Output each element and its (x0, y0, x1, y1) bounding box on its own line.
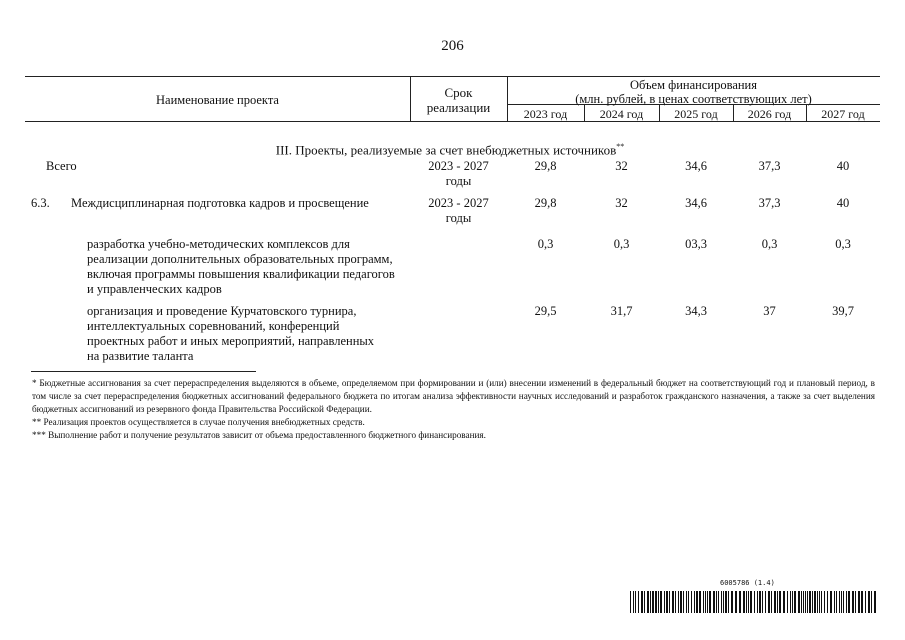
header-year: 2023 год (523, 107, 568, 121)
row-value: 29,8 (534, 159, 557, 173)
row-value: 40 (836, 196, 850, 210)
footnote: *** Выполнение работ и получение результатов зависит от объема предоставленного бюджетного финансирования. (32, 430, 486, 440)
row-number: 6.3. (31, 196, 50, 210)
page-number: 206 (441, 38, 464, 54)
header-year: 2026 год (747, 107, 792, 121)
footnote-separator (31, 371, 256, 372)
header-project-name: Наименование проекта (156, 93, 279, 107)
row-name: Междисциплинарная подготовка кадров и просвещение (71, 196, 369, 210)
row-name-line: разработка учебно-методических комплексов для (87, 237, 350, 251)
row-value: 0,3 (761, 237, 778, 251)
header-funding-subtitle: (млн. рублей, в ценах соответствующих лет) (575, 92, 812, 106)
footnote: ** Реализация проектов осуществляется в случае получения внебюджетных средств. (32, 417, 365, 427)
row-name-line: на развитие таланта (87, 349, 194, 363)
row-value: 29,5 (534, 304, 557, 318)
section-title-text: III. Проекты, реализуемые за счет внебюджетных источников (275, 142, 617, 158)
row-value: 39,7 (832, 304, 854, 318)
row-name-line: включая программы повышения квалификации педагогов (87, 267, 395, 281)
row-name-line: организация и проведение Курчатовского турнира, (87, 304, 357, 318)
row-value: 0,3 (613, 237, 630, 251)
row-value: 29,8 (534, 196, 557, 210)
row-name: Всего (46, 159, 77, 173)
header-funding-title: Объем финансирования (630, 78, 757, 92)
header-year: 2025 год (674, 107, 718, 121)
row-value: 32 (615, 159, 628, 173)
row-term: годы (445, 211, 472, 225)
row-name-line: реализации дополнительных образовательных программ, (87, 252, 393, 266)
header-term-line: реализации (426, 100, 491, 115)
row-value: 31,7 (610, 304, 633, 318)
barcode-icon (630, 591, 878, 613)
section-title-footnote-mark: ** (616, 142, 625, 151)
table-top-rule (25, 76, 880, 77)
section-title (160, 139, 740, 157)
header-year: 2024 год (599, 107, 644, 121)
row-value: 34,3 (685, 304, 707, 318)
row-value: 03,3 (685, 237, 707, 251)
row-value: 32 (615, 196, 628, 210)
barcode-label: 6005786 (1.4) (720, 579, 775, 587)
header-year: 2027 год (821, 107, 865, 121)
row-term: 2023 - 2027 (428, 159, 489, 173)
row-value: 40 (836, 159, 850, 173)
row-value: 0,3 (537, 237, 554, 251)
row-name-line: и управленческих кадров (87, 282, 222, 296)
row-term: 2023 - 2027 (428, 196, 489, 210)
row-value: 34,6 (685, 159, 707, 173)
row-value: 37,3 (758, 159, 781, 173)
footnote: * Бюджетные ассигнования за счет перераспределения выделяются в объеме, определяемом при формировании и (или) внесении изменений в федеральный бюджет на соответствующий год и плановый период, в том числе за счет перераспределения бюджетных ассигнований федерального бюджета по итогам анализа эффективности научных исследований и разработок гражданского назначения, а также за счет выделения бюджетных ассигнований из резервного фонда Правительства Российской Федерации. (32, 378, 875, 414)
row-value: 0,3 (835, 237, 851, 251)
row-term: годы (445, 174, 472, 188)
row-value: 37,3 (758, 196, 781, 210)
row-value: 37 (763, 304, 776, 318)
row-value: 34,6 (685, 196, 707, 210)
header-term-line: Срок (444, 85, 473, 100)
row-name-line: проектных работ и иных мероприятий, направленных (87, 334, 375, 348)
row-name-line: интеллектуальных соревнований, конференций (87, 319, 340, 333)
footnotes (32, 377, 875, 442)
